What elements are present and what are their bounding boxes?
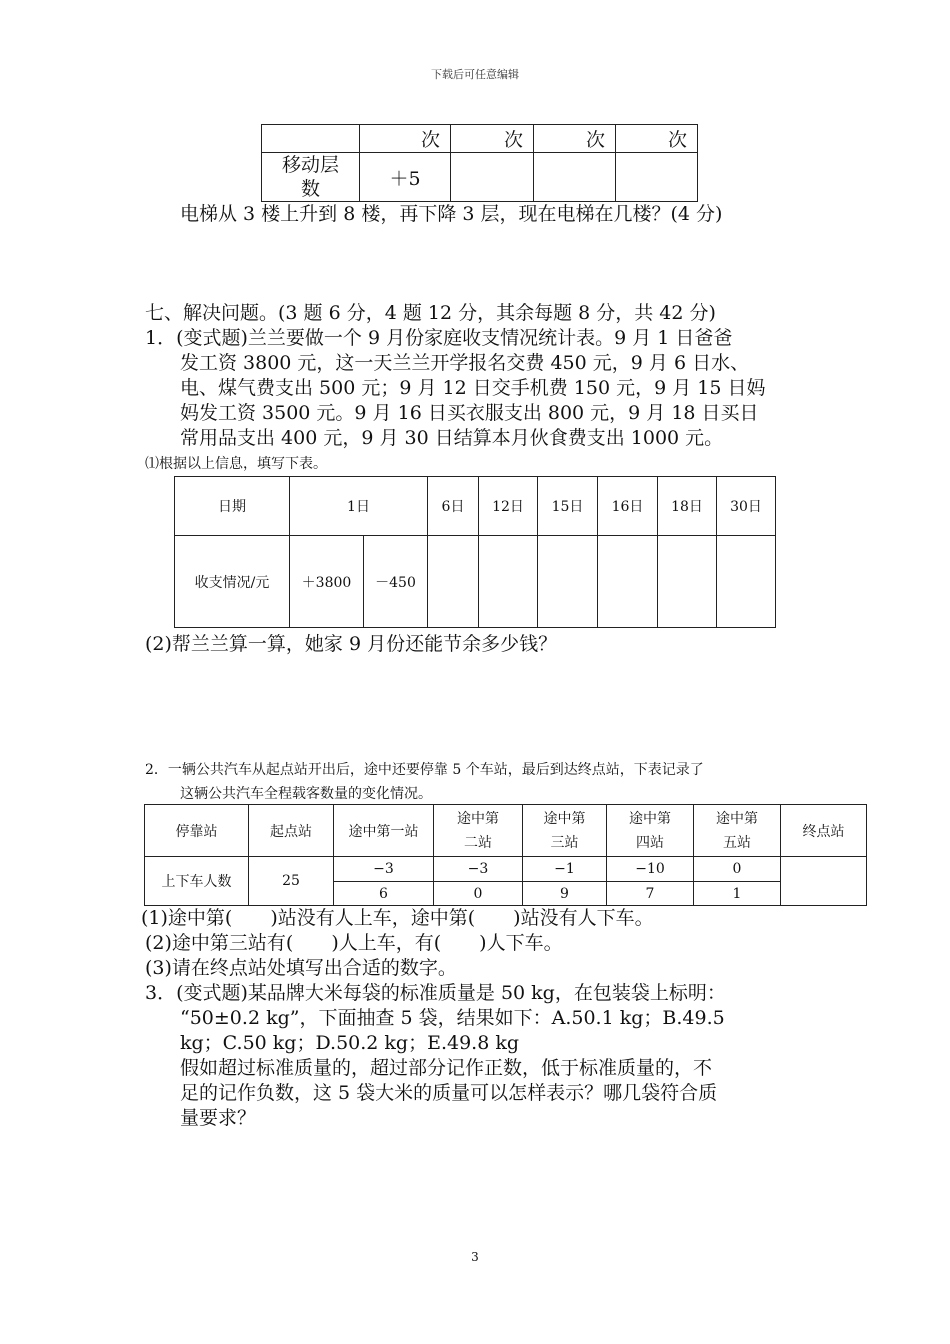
date-cell: 15日 [538,477,598,536]
q1-line: 电、煤气费支出 500 元；9 月 12 日交手机费 150 元，9 月 15 日妈 [180,377,766,399]
q1-line: 1．(变式题)兰兰要做一个 9 月份家庭收支情况统计表。9 月 1 日爸爸 [145,327,733,349]
q2-line: 2．一辆公共汽车从起点站开出后，途中还要停靠 5 个车站，最后到达终点站，下表记录了 [145,762,704,778]
page-header: 下载后可任意编辑 [431,68,519,81]
page-number: 3 [471,1250,479,1264]
bus-off-count: −1 [523,857,607,882]
income-expense-empty-cell[interactable] [479,536,538,628]
bus-end-empty-cell[interactable] [781,857,867,906]
bus-on-count: 7 [607,882,694,906]
income-expense-empty-cell[interactable] [598,536,658,628]
bus-header-line: 途中第 [716,810,758,827]
income-expense-value: －450 [364,536,428,628]
income-expense-empty-cell[interactable] [717,536,776,628]
bus-header-line: 二站 [464,834,492,851]
q2-sub2: (2)途中第三站有( )人上车，有( )人下车。 [145,932,563,954]
bus-start-value: 25 [249,857,334,906]
elevator-table-row-label [262,153,360,202]
bus-off-count: 0 [694,857,781,882]
income-expense-empty-cell[interactable] [538,536,598,628]
q2-sub3: (3)请在终点站处填写出合适的数字。 [145,957,457,979]
elevator-table-header-cell [262,125,360,153]
q3-line: “50±0.2 kg”，下面抽查 5 袋，结果如下：A.50.1 kg；B.49.5 [180,1007,725,1029]
q1-line: 妈发工资 3500 元。9 月 16 日买衣服支出 800 元，9 月 18 日买日 [180,402,759,424]
q3-line: 假如超过标准质量的，超过部分记作正数，低于标准质量的，不 [180,1057,713,1079]
q1-part2: (2)帮兰兰算一算，她家 9 月份还能节余多少钱？ [145,633,558,655]
q2-line: 这辆公共汽车全程载客数量的变化情况。 [180,786,432,802]
bus-header-line: 四站 [636,834,664,851]
bus-passenger-table [144,804,867,906]
bus-header-station [694,805,781,857]
date-cell: 18日 [658,477,717,536]
q3-line: 量要求？ [180,1107,257,1129]
elevator-table-header-cell: 次 [534,125,616,153]
elevator-table-header-cell: 次 [616,125,698,153]
bus-row-label: 上下车人数 [145,857,249,906]
q1-part1: ⑴根据以上信息，填写下表。 [145,456,327,472]
bus-on-count: 9 [523,882,607,906]
bus-on-count: 0 [434,882,523,906]
elevator-table-value: ＋5 [360,153,451,202]
bus-header-station [607,805,694,857]
bus-header-line: 三站 [550,834,579,851]
elevator-table-empty-cell[interactable] [534,153,616,202]
q3-line: 足的记作负数，这 5 袋大米的质量可以怎样表示？哪几袋符合质 [180,1082,718,1104]
date-cell: 1日 [290,477,428,536]
section7-title: 七、解决问题。(3 题 6 分，4 题 12 分，其余每题 8 分，共 42 分) [145,302,716,324]
elevator-table [261,124,698,202]
bus-off-count: −3 [334,857,434,882]
bus-header-station [523,805,607,857]
q1-line: 常用品支出 400 元，9 月 30 日结算本月伙食费支出 1000 元。 [180,427,724,449]
bus-header-stop: 停靠站 [145,805,249,857]
bus-header-station: 途中第一站 [334,805,434,857]
bus-header-end: 终点站 [781,805,867,857]
elevator-label-line: 数 [300,178,320,200]
bus-header-line: 途中第 [543,810,586,827]
date-label: 日期 [175,477,290,536]
q1-line: 发工资 3800 元，这一天兰兰开学报名交费 450 元，9 月 6 日水、 [180,352,750,374]
bus-header-line: 五站 [723,834,751,851]
income-expense-empty-cell[interactable] [428,536,479,628]
bus-header-line: 途中第 [629,810,671,827]
q3-line: 3．(变式题)某品牌大米每袋的标准质量是 50 kg，在包装袋上标明： [145,982,726,1004]
elevator-question: 电梯从 3 楼上升到 8 楼，再下降 3 层，现在电梯在几楼？(4 分) [180,203,723,225]
bus-off-count: −10 [607,857,694,882]
income-expense-table [174,476,776,628]
elevator-table-empty-cell[interactable] [616,153,698,202]
income-expense-value: ＋3800 [290,536,364,628]
elevator-table-header-cell: 次 [360,125,451,153]
elevator-table-header-cell: 次 [451,125,534,153]
elevator-label-line: 移动层 [281,154,339,176]
date-cell: 12日 [479,477,538,536]
date-cell: 30日 [717,477,776,536]
bus-header-station [434,805,523,857]
bus-off-count: −3 [434,857,523,882]
bus-header-start: 起点站 [249,805,334,857]
income-expense-label: 收支情况/元 [175,536,290,628]
bus-on-count: 1 [694,882,781,906]
income-expense-empty-cell[interactable] [658,536,717,628]
bus-on-count: 6 [334,882,434,906]
elevator-table-empty-cell[interactable] [451,153,534,202]
date-cell: 6日 [428,477,479,536]
date-cell: 16日 [598,477,658,536]
bus-header-line: 途中第 [457,810,499,827]
q3-line: kg；C.50 kg；D.50.2 kg；E.49.8 kg [180,1032,520,1054]
q2-sub1: (1)途中第( )站没有人上车，途中第( )站没有人下车。 [141,907,654,929]
